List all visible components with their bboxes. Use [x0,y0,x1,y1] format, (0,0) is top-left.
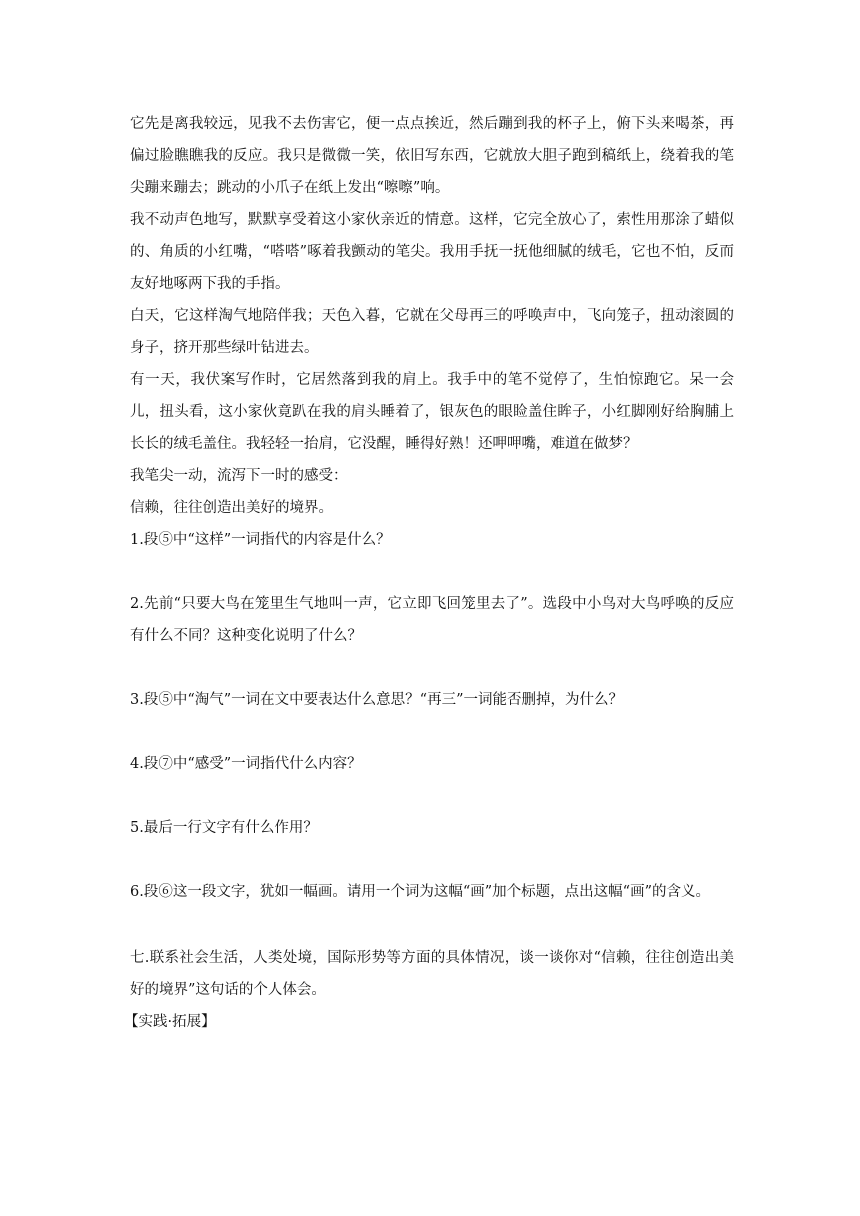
question-1: 1.段⑤中“这样”一词指代的内容是什么？ [130,532,391,548]
question-5: 5.最后一行文字有什么作用？ [130,820,318,836]
question-4: 4.段⑦中“感受”一词指代什么内容？ [130,756,362,772]
question-2: 2.先前“只要大鸟在笼里生气地叫一声，它立即飞回笼里去了”。选段中小鸟对大鸟呼唤的反应有什么不同？这种变化说明了什么？ [130,596,734,644]
section-title: 【实践·拓展】 [124,1014,216,1030]
question-6: 6.段⑥这一段文字，犹如一幅画。请用一个词为这幅“画”加个标题，点出这幅“画”的含义。 [130,884,710,900]
passage-paragraph-3: 白天，它这样淘气地陪伴我；天色入暮，它就在父母再三的呼唤声中，飞向笼子，扭动滚圆的身子，挤开那些绿叶钻进去。 [130,308,734,356]
passage-paragraph-2: 我不动声色地写，默默享受着这小家伙亲近的情意。这样，它完全放心了，索性用那涂了蜡似的、角质的小红嘴，“嗒嗒”啄着我颤动的笔尖。我用手抚一抚他细腻的绒毛，它也不怕，反而友好地啄两下我的手指。 [130,212,734,292]
passage-paragraph-5: 我笔尖一动，流泻下一时的感受： [130,468,348,484]
document-body [124,108,734,1038]
question-7: 七.联系社会生活，人类处境，国际形势等方面的具体情况，谈一谈你对“信赖，往往创造出美好的境界”这句话的个人体会。 [130,950,734,998]
passage-paragraph-1: 它先是离我较远，见我不去伤害它，便一点点挨近，然后蹦到我的杯子上，俯下头来喝茶，再偏过脸瞧瞧我的反应。我只是微微一笑，依旧写东西，它就放大胆子跑到稿纸上，绕着我的笔尖蹦来蹦去；跳动的小爪子在纸上发出“嚓嚓”响。 [130,116,734,196]
passage-paragraph-4: 有一天，我伏案写作时，它居然落到我的肩上。我手中的笔不觉停了，生怕惊跑它。呆一会儿，扭头看，这小家伙竟趴在我的肩头睡着了，银灰色的眼睑盖住眸子，小红脚刚好给胸脯上长长的绒毛盖住。我轻轻一抬肩，它没醒，睡得好熟！还呷呷嘴，难道在做梦？ [130,372,734,452]
passage-paragraph-6: 信赖，往往创造出美好的境界。 [130,500,333,516]
question-3: 3.段⑤中“淘气”一词在文中要表达什么意思？“再三”一词能否删掉，为什么？ [130,692,623,708]
